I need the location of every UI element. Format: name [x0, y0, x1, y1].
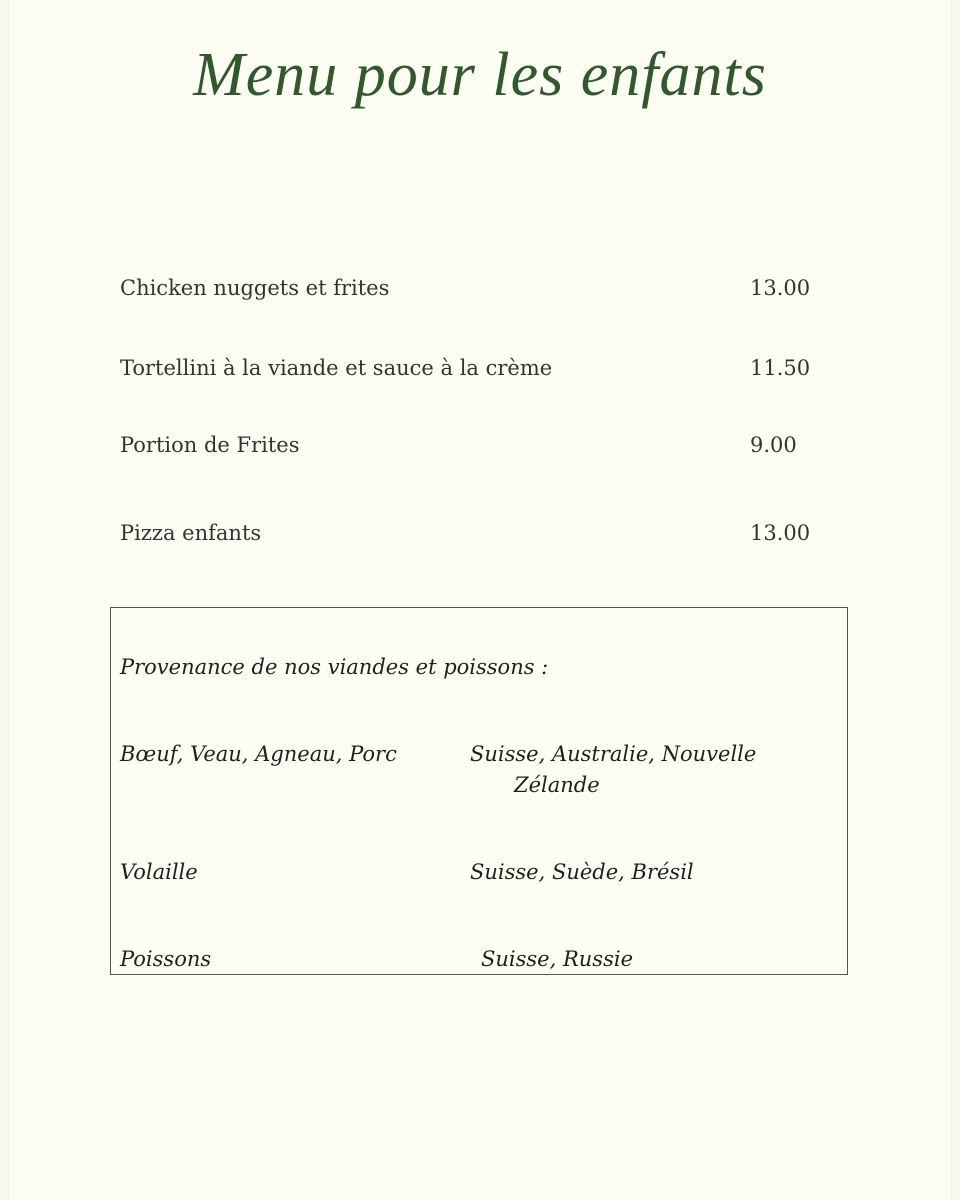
menu-item-price: 13.00 — [750, 521, 811, 545]
origin-category-fish: Poissons — [120, 947, 212, 971]
menu-item-name: Pizza enfants — [120, 521, 262, 545]
menu-item-name: Chicken nuggets et frites — [120, 276, 390, 300]
origin-countries-poultry: Suisse, Suède, Brésil — [470, 860, 694, 884]
page-title: Menu pour les enfants — [193, 41, 767, 109]
menu-item-price: 9.00 — [750, 433, 797, 457]
origin-category-meat: Bœuf, Veau, Agneau, Porc — [120, 742, 397, 766]
menu-item-price: 11.50 — [750, 356, 811, 380]
menu-item-name: Tortellini à la viande et sauce à la crème — [120, 356, 553, 380]
menu-page — [9, 0, 951, 1200]
menu-item-name: Portion de Frites — [120, 433, 300, 457]
menu-item-price: 13.00 — [750, 276, 811, 300]
origin-category-poultry: Volaille — [120, 860, 198, 884]
origin-countries-fish: Suisse, Russie — [481, 947, 633, 971]
origin-heading: Provenance de nos viandes et poissons : — [120, 655, 549, 679]
origin-countries-meat-line2: Zélande — [514, 773, 600, 797]
origin-countries-meat-line1: Suisse, Australie, Nouvelle — [470, 742, 757, 766]
